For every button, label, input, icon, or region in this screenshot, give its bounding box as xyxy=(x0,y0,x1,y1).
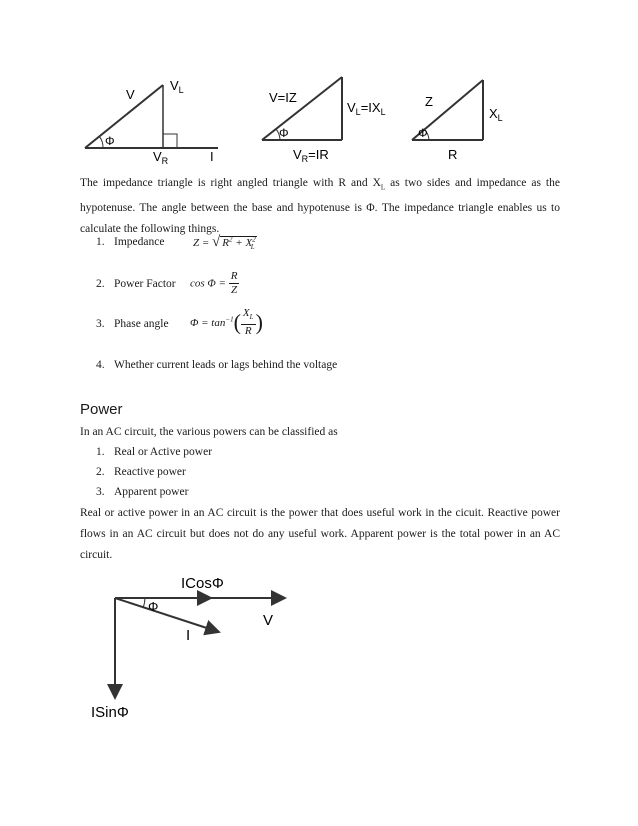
vr-label: $V_R$ xyxy=(153,149,169,166)
power-factor-formula: cos Φ = $\frac{R}{Z}$ xyxy=(190,270,238,296)
i-phasor-arrow xyxy=(115,598,219,632)
voltage-impedance-triangle-figure xyxy=(255,70,405,165)
list-item-leads-lags: 4. Whether current leads or lags behind the voltage xyxy=(96,359,338,371)
voltage-triangle-figure xyxy=(80,75,250,165)
list-item-power-factor: 2. Power Factor xyxy=(96,278,176,290)
icosphi-label: ICosΦ xyxy=(181,575,224,592)
v-iz-label: V=IZ xyxy=(269,90,297,105)
power-intro: In an AC circuit, the various powers can be classified as xyxy=(80,426,338,438)
power-phasor-diagram xyxy=(80,570,340,725)
phi-label: Φ xyxy=(418,126,428,140)
phase-angle-formula: $\Phi = \tan^{-1}$( $\frac{X_L}{R}$ ) xyxy=(190,307,263,338)
phi-label: Φ xyxy=(148,599,159,614)
impedance-triangle-figure xyxy=(405,70,525,165)
impedance-formula: Z = √ $R^2 + X^2_L$ xyxy=(193,234,256,252)
list-item-reactive-power: 2. Reactive power xyxy=(96,466,186,478)
xl-label: $X_L$ xyxy=(489,106,503,123)
phi-label: Φ xyxy=(105,134,115,148)
vr-ir-label: $V_R=IR$ xyxy=(293,147,329,164)
power-paragraph: Real or active power in an AC circuit is the power that does useful work in the cicuit. Reactive power flows in an AC circuit but does not do any useful work. Apparent power is the total power in an AC circuit. xyxy=(80,507,560,561)
hypotenuse-line xyxy=(85,85,163,148)
isinphi-label: ISinΦ xyxy=(91,704,129,721)
v-label: V xyxy=(263,612,274,629)
vl-ixl-label: $V_L=IX_L$ xyxy=(347,100,386,117)
list-item-apparent-power: 3. Apparent power xyxy=(96,486,189,498)
list-item-phase-angle: 3. Phase angle xyxy=(96,318,169,330)
i-label: I xyxy=(210,149,214,164)
intro-paragraph: The impedance triangle is right angled triangle with R and $X_L$ as two sides and impedance as the hypotenuse. The angle between the base and hypotenuse is Φ. The impedance triangle enables us to calculate the following things. xyxy=(80,177,560,236)
phi-label: Φ xyxy=(279,126,289,140)
power-heading: Power xyxy=(80,401,123,418)
angle-arc xyxy=(99,136,103,148)
phi-arc xyxy=(143,598,145,608)
r-label: R xyxy=(448,147,458,162)
v-label: V xyxy=(126,87,135,102)
list-item-impedance: 1. Impedance xyxy=(96,236,165,248)
right-angle-mark xyxy=(163,134,177,148)
z-label: Z xyxy=(425,94,433,109)
i-label: I xyxy=(186,627,191,644)
hypotenuse-line xyxy=(262,77,342,140)
vl-label: $V_L$ xyxy=(170,78,184,95)
list-item-real-power: 1. Real or Active power xyxy=(96,446,213,458)
